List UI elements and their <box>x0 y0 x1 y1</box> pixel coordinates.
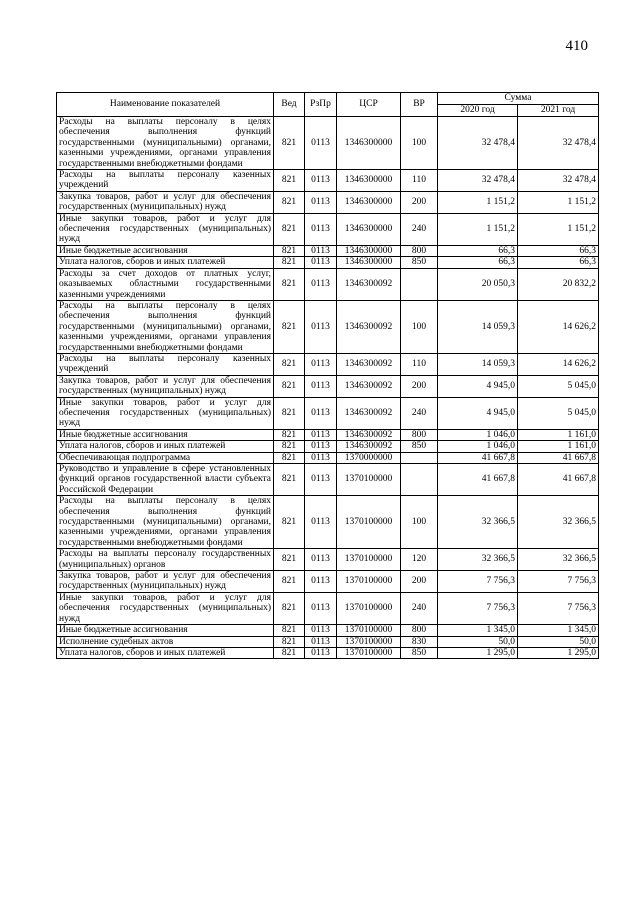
table-row <box>57 464 599 496</box>
cell-name: Иные закупки товаров, работ и услуг для обеспечения государственных (муниципальных) нужд <box>57 397 274 429</box>
cell-sum-2021: 1 151,2 <box>518 191 599 213</box>
cell-name: Руководство и управление в сфере установленных функций органов государственной власти субъекта Российской Федерации <box>57 464 274 496</box>
cell-sum-2020: 1 345,0 <box>438 625 518 636</box>
cell-sum-2020: 14 059,3 <box>438 300 518 353</box>
cell-vr: 120 <box>401 549 438 571</box>
table-row <box>57 429 599 440</box>
cell-sum-2021: 1 161,0 <box>518 441 599 452</box>
table-row <box>57 441 599 452</box>
table-row <box>57 117 599 170</box>
cell-ved: 821 <box>274 452 305 463</box>
cell-csr: 1346300000 <box>337 170 401 192</box>
cell-sum-2021: 1 151,2 <box>518 213 599 245</box>
cell-vr: 850 <box>401 257 438 268</box>
cell-name: Расходы на выплаты персоналу в целях обеспечения выполнения функций государственными (муниципальными) органами, казенными учреждениями, органами управления государственными внебюджетными фондами <box>57 496 274 549</box>
cell-vr: 830 <box>401 636 438 647</box>
header-year-2021: 2021 год <box>518 105 599 117</box>
cell-rzpr: 0113 <box>305 496 337 549</box>
cell-csr: 1346300092 <box>337 375 401 397</box>
cell-sum-2020: 4 945,0 <box>438 375 518 397</box>
cell-sum-2021: 66,3 <box>518 257 599 268</box>
cell-name: Иные бюджетные ассигнования <box>57 625 274 636</box>
cell-sum-2020: 32 478,4 <box>438 170 518 192</box>
table-row <box>57 245 599 256</box>
cell-ved: 821 <box>274 257 305 268</box>
cell-vr: 200 <box>401 375 438 397</box>
cell-ved: 821 <box>274 625 305 636</box>
table-row <box>57 571 599 593</box>
cell-csr: 1346300092 <box>337 441 401 452</box>
table-row <box>57 397 599 429</box>
cell-csr: 1346300000 <box>337 191 401 213</box>
table-row <box>57 625 599 636</box>
cell-sum-2021: 32 478,4 <box>518 117 599 170</box>
cell-sum-2021: 41 667,8 <box>518 452 599 463</box>
cell-rzpr: 0113 <box>305 375 337 397</box>
budget-table <box>56 92 599 659</box>
cell-vr: 100 <box>401 117 438 170</box>
cell-vr: 240 <box>401 213 438 245</box>
cell-ved: 821 <box>274 268 305 300</box>
cell-sum-2021: 5 045,0 <box>518 397 599 429</box>
cell-ved: 821 <box>274 636 305 647</box>
cell-csr: 1370100000 <box>337 647 401 658</box>
cell-rzpr: 0113 <box>305 592 337 624</box>
cell-sum-2020: 41 667,8 <box>438 464 518 496</box>
cell-vr: 100 <box>401 496 438 549</box>
cell-rzpr: 0113 <box>305 353 337 375</box>
cell-rzpr: 0113 <box>305 268 337 300</box>
cell-csr: 1370000000 <box>337 452 401 463</box>
table-row <box>57 647 599 658</box>
header-year-2020: 2020 год <box>438 105 518 117</box>
header-vr: ВР <box>401 93 438 117</box>
cell-sum-2021: 32 478,4 <box>518 170 599 192</box>
cell-sum-2020: 1 295,0 <box>438 647 518 658</box>
cell-rzpr: 0113 <box>305 117 337 170</box>
table-body <box>57 117 599 659</box>
cell-sum-2021: 32 366,5 <box>518 549 599 571</box>
cell-rzpr: 0113 <box>305 452 337 463</box>
cell-name: Расходы на выплаты персоналу государственных (муниципальных) органов <box>57 549 274 571</box>
table-header <box>57 93 599 117</box>
cell-rzpr: 0113 <box>305 636 337 647</box>
cell-ved: 821 <box>274 496 305 549</box>
cell-sum-2020: 32 366,5 <box>438 549 518 571</box>
cell-rzpr: 0113 <box>305 300 337 353</box>
cell-ved: 821 <box>274 592 305 624</box>
cell-vr: 110 <box>401 170 438 192</box>
cell-csr: 1346300092 <box>337 300 401 353</box>
cell-sum-2021: 14 626,2 <box>518 353 599 375</box>
cell-vr: 240 <box>401 397 438 429</box>
cell-vr: 240 <box>401 592 438 624</box>
cell-vr: 800 <box>401 429 438 440</box>
cell-ved: 821 <box>274 464 305 496</box>
cell-sum-2021: 5 045,0 <box>518 375 599 397</box>
cell-sum-2021: 66,3 <box>518 245 599 256</box>
cell-sum-2020: 66,3 <box>438 257 518 268</box>
cell-sum-2021: 1 295,0 <box>518 647 599 658</box>
table-row <box>57 300 599 353</box>
cell-vr: 200 <box>401 571 438 593</box>
cell-vr <box>401 464 438 496</box>
cell-name: Закупка товаров, работ и услуг для обеспечения государственных (муниципальных) нужд <box>57 375 274 397</box>
cell-sum-2020: 7 756,3 <box>438 592 518 624</box>
cell-csr: 1346300000 <box>337 245 401 256</box>
cell-rzpr: 0113 <box>305 625 337 636</box>
cell-csr: 1370100000 <box>337 636 401 647</box>
cell-sum-2021: 32 366,5 <box>518 496 599 549</box>
header-ved: Вед <box>274 93 305 117</box>
table-row <box>57 191 599 213</box>
cell-name: Закупка товаров, работ и услуг для обеспечения государственных (муниципальных) нужд <box>57 571 274 593</box>
cell-csr: 1370100000 <box>337 549 401 571</box>
header-sum: Сумма <box>438 93 599 105</box>
table-row <box>57 353 599 375</box>
cell-ved: 821 <box>274 300 305 353</box>
cell-vr: 200 <box>401 191 438 213</box>
cell-name: Расходы на выплаты персоналу в целях обеспечения выполнения функций государственными (муниципальными) органами, казенными учреждениями, органами управления государственными внебюджетными фондами <box>57 300 274 353</box>
cell-rzpr: 0113 <box>305 245 337 256</box>
cell-rzpr: 0113 <box>305 213 337 245</box>
header-name: Наименование показателей <box>57 93 274 117</box>
cell-sum-2020: 41 667,8 <box>438 452 518 463</box>
cell-name: Расходы на выплаты персоналу в целях обеспечения выполнения функций государственными (муниципальными) органами, казенными учреждениями, органами управления государственными внебюджетными фондами <box>57 117 274 170</box>
cell-sum-2020: 32 366,5 <box>438 496 518 549</box>
cell-name: Уплата налогов, сборов и иных платежей <box>57 647 274 658</box>
cell-sum-2020: 7 756,3 <box>438 571 518 593</box>
cell-ved: 821 <box>274 397 305 429</box>
cell-csr: 1370100000 <box>337 592 401 624</box>
cell-name: Уплата налогов, сборов и иных платежей <box>57 257 274 268</box>
cell-name: Расходы за счет доходов от платных услуг, оказываемых областными государственными казенными учреждениями <box>57 268 274 300</box>
cell-ved: 821 <box>274 647 305 658</box>
cell-ved: 821 <box>274 441 305 452</box>
cell-sum-2020: 1 046,0 <box>438 429 518 440</box>
cell-sum-2021: 7 756,3 <box>518 571 599 593</box>
table-row <box>57 170 599 192</box>
cell-sum-2020: 14 059,3 <box>438 353 518 375</box>
cell-name: Обеспечивающая подпрограмма <box>57 452 274 463</box>
cell-ved: 821 <box>274 213 305 245</box>
cell-vr: 800 <box>401 625 438 636</box>
table-row <box>57 549 599 571</box>
cell-sum-2020: 66,3 <box>438 245 518 256</box>
cell-sum-2021: 20 832,2 <box>518 268 599 300</box>
cell-rzpr: 0113 <box>305 571 337 593</box>
cell-csr: 1346300092 <box>337 268 401 300</box>
cell-name: Иные бюджетные ассигнования <box>57 245 274 256</box>
cell-ved: 821 <box>274 191 305 213</box>
cell-name: Иные закупки товаров, работ и услуг для обеспечения государственных (муниципальных) нужд <box>57 213 274 245</box>
table-row <box>57 452 599 463</box>
cell-csr: 1346300000 <box>337 213 401 245</box>
cell-sum-2021: 50,0 <box>518 636 599 647</box>
cell-name: Иные закупки товаров, работ и услуг для обеспечения государственных (муниципальных) нужд <box>57 592 274 624</box>
page-number: 410 <box>565 38 588 54</box>
cell-csr: 1370100000 <box>337 496 401 549</box>
cell-vr <box>401 452 438 463</box>
table-row <box>57 636 599 647</box>
cell-name: Расходы на выплаты персоналу казенных учреждений <box>57 353 274 375</box>
cell-csr: 1346300092 <box>337 397 401 429</box>
header-rzpr: РзПр <box>305 93 337 117</box>
cell-csr: 1370100000 <box>337 625 401 636</box>
cell-ved: 821 <box>274 375 305 397</box>
table-row <box>57 592 599 624</box>
cell-ved: 821 <box>274 571 305 593</box>
cell-rzpr: 0113 <box>305 464 337 496</box>
cell-ved: 821 <box>274 117 305 170</box>
cell-sum-2021: 14 626,2 <box>518 300 599 353</box>
cell-csr: 1370100000 <box>337 464 401 496</box>
cell-sum-2020: 1 151,2 <box>438 191 518 213</box>
cell-sum-2020: 4 945,0 <box>438 397 518 429</box>
table-row <box>57 257 599 268</box>
cell-name: Уплата налогов, сборов и иных платежей <box>57 441 274 452</box>
cell-vr: 850 <box>401 647 438 658</box>
cell-csr: 1346300000 <box>337 257 401 268</box>
cell-ved: 821 <box>274 353 305 375</box>
cell-rzpr: 0113 <box>305 257 337 268</box>
cell-vr: 110 <box>401 353 438 375</box>
cell-csr: 1346300092 <box>337 429 401 440</box>
cell-sum-2020: 50,0 <box>438 636 518 647</box>
header-csr: ЦСР <box>337 93 401 117</box>
cell-name: Иные бюджетные ассигнования <box>57 429 274 440</box>
table-row <box>57 213 599 245</box>
cell-vr <box>401 268 438 300</box>
cell-rzpr: 0113 <box>305 441 337 452</box>
cell-rzpr: 0113 <box>305 549 337 571</box>
cell-csr: 1370100000 <box>337 571 401 593</box>
cell-rzpr: 0113 <box>305 191 337 213</box>
cell-sum-2020: 1 151,2 <box>438 213 518 245</box>
cell-sum-2021: 1 161,0 <box>518 429 599 440</box>
cell-name: Исполнение судебных актов <box>57 636 274 647</box>
cell-ved: 821 <box>274 549 305 571</box>
cell-csr: 1346300092 <box>337 353 401 375</box>
cell-sum-2021: 7 756,3 <box>518 592 599 624</box>
cell-ved: 821 <box>274 170 305 192</box>
cell-sum-2020: 1 046,0 <box>438 441 518 452</box>
cell-rzpr: 0113 <box>305 170 337 192</box>
table-row <box>57 375 599 397</box>
cell-rzpr: 0113 <box>305 397 337 429</box>
cell-sum-2020: 20 050,3 <box>438 268 518 300</box>
cell-vr: 100 <box>401 300 438 353</box>
cell-sum-2020: 32 478,4 <box>438 117 518 170</box>
cell-sum-2021: 1 345,0 <box>518 625 599 636</box>
cell-sum-2021: 41 667,8 <box>518 464 599 496</box>
cell-csr: 1346300000 <box>337 117 401 170</box>
cell-rzpr: 0113 <box>305 429 337 440</box>
cell-ved: 821 <box>274 429 305 440</box>
cell-ved: 821 <box>274 245 305 256</box>
cell-vr: 800 <box>401 245 438 256</box>
cell-vr: 850 <box>401 441 438 452</box>
cell-name: Расходы на выплаты персоналу казенных учреждений <box>57 170 274 192</box>
cell-rzpr: 0113 <box>305 647 337 658</box>
cell-name: Закупка товаров, работ и услуг для обеспечения государственных (муниципальных) нужд <box>57 191 274 213</box>
table-row <box>57 496 599 549</box>
table-row <box>57 268 599 300</box>
